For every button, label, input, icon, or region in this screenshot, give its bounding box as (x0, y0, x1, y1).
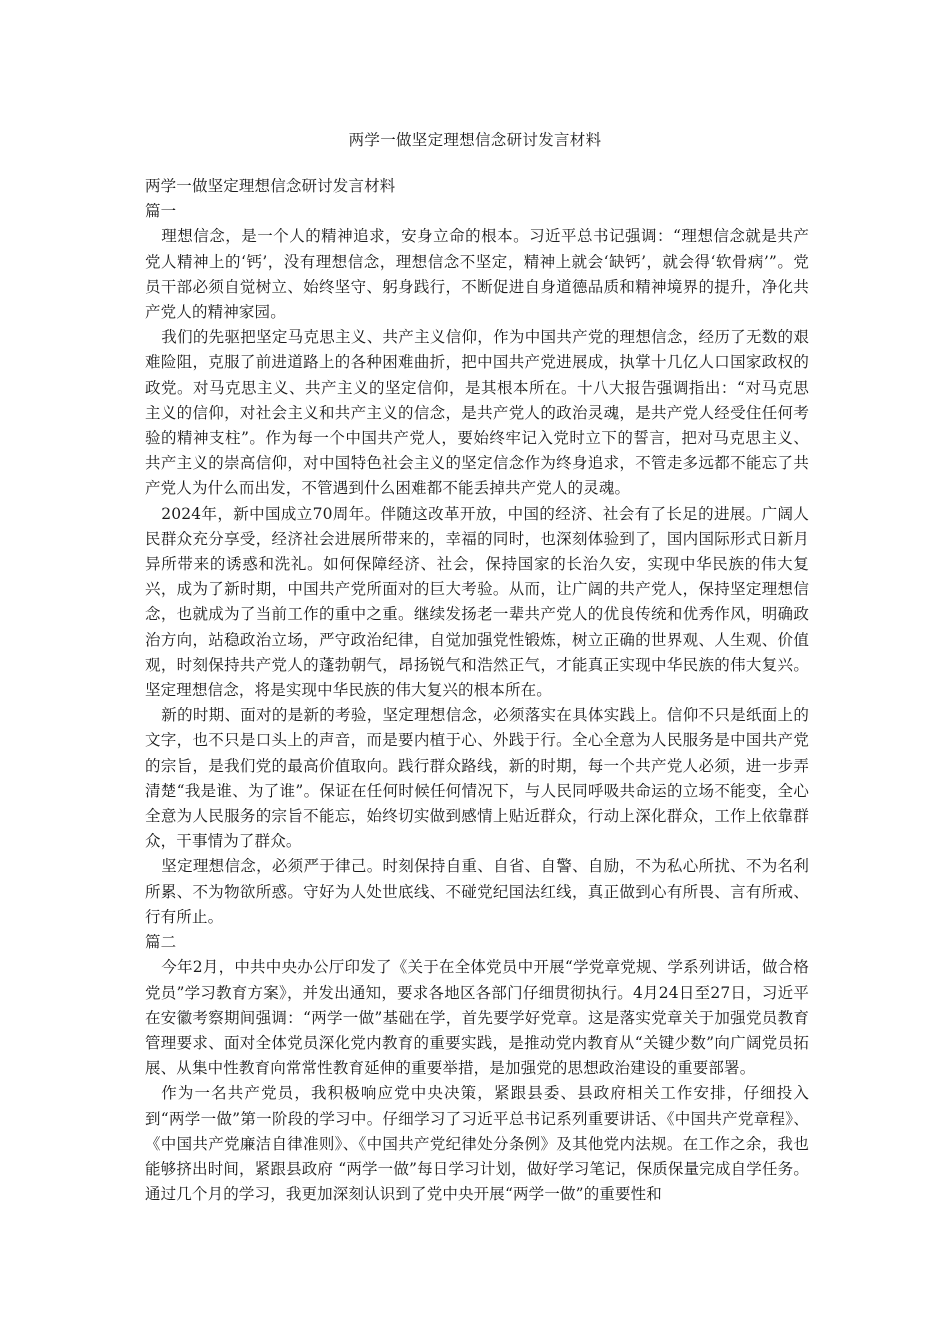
paragraph: 新的时期、面对的是新的考验，坚定理想信念，必须落实在具体实践上。信仰不只是纸面上的文字，也不只是口头上的声音，而是要内植于心、外践于行。全心全意为人民服务是中国共产党的宗旨，是我们党的最高价值取向。践行群众路线，新的时期，每一个共产党人必须，进一步弄清楚“我是谁、为了谁”。保证在任何时候任何情况下，与人民同呼吸共命运的立场不能变，全心全意为人民服务的宗旨不能忘，始终切实做到感情上贴近群众，行动上深化群众，工作上依靠群众，干事情为了群众。 (145, 706, 809, 851)
section-heading: 篇一 (145, 202, 177, 221)
paragraph: 2024年，新中国成立70周年。伴随这改革开放，中国的经济、社会有了长足的进展。广阔人民群众充分享受，经济社会进展所带来的，幸福的同时，也深刻体验到了，国内国际形式日新月异所带来的诱惑和洗礼。如何保障经济、社会，保持国家的长治久安，实现中华民族的伟大复兴，成为了新时期，中国共产党所面对的巨大考验。从而，让广阔的共产党人，保持坚定理想信念，也就成为了当前工作的重中之重。继续发扬老一辈共产党人的优良传统和优秀作风，明确政治方向，站稳政治立场，严守政治纪律，自觉加强党性锻炼，树立正确的世界观、人生观、价值观，时刻保持共产党人的蓬勃朝气，昂扬锐气和浩然正气，才能真正实现中华民族的伟大复兴。坚定理想信念，将是实现中华民族的伟大复兴的根本所在。 (145, 504, 809, 700)
paragraph: 今年2月，中共中央办公厅印发了《关于在全体党员中开展“学党章党规、学系列讲话，做合格党员”学习教育方案》，并发出通知，要求各地区各部门仔细贯彻执行。4月24日至27日，习近平在安徽考察期间强调：“两学一做”基础在学，首先要学好党章。这是落实党章关于加强党员教育管理要求、面对全体党员深化党内教育的重要实践，是推动党内教育从“关键少数”向广阔党员拓展、从集中性教育向常常性教育延伸的重要举措，是加强党的思想政治建设的重要部署。 (145, 958, 809, 1078)
paragraph: 坚定理想信念，必须严于律己。时刻保持自重、自省、自警、自励，不为私心所扰、不为名利所累、不为物欲所惑。守好为人处世底线、不碰党纪国法红线，真正做到心有所畏、言有所戒、行有所止。 (145, 857, 809, 926)
paragraph: 我们的先驱把坚定马克思主义、共产主义信仰，作为中国共产党的理想信念，经历了无数的艰难险阻，克服了前进道路上的各种困难曲折，把中国共产党进展成，执掌十几亿人口国家政权的政党。对马克思主义、共产主义的坚定信仰，是其根本所在。十八大报告强调指出：“对马克思主义的信仰，对社会主义和共产主义的信念，是共产党人的政治灵魂，是共产党人经受住任何考验的精神支柱”。作为每一个中国共产党人，要始终牢记入党时立下的誓言，把对马克思主义、共产主义的崇高信仰，对中国特色社会主义的坚定信念作为终身追求，不管走多远都不能忘了共产党人为什么而出发，不管遇到什么困难都不能丢掉共产党人的灵魂。 (145, 328, 809, 498)
section-heading: 篇二 (145, 933, 177, 952)
document-subtitle: 两学一做坚定理想信念研讨发言材料 (145, 177, 396, 195)
paragraph: 作为一名共产党员，我积极响应党中央决策，紧跟县委、县政府相关工作安排，仔细投入到“两学一做”第一阶段的学习中。仔细学习了习近平总书记系列重要讲话、《中国共产党章程》、《中国共产党廉洁自律准则》、《中国共产党纪律处分条例》及其他党内法规。在工作之余，我也能够挤出时间，紧跟县政府 “两学一做”每日学习计划，做好学习笔记，保质保量完成自学任务。通过几个月的学习，我更加深刻认识到了党中央开展“两学一做”的重要性和 (145, 1084, 809, 1204)
paragraph: 理想信念，是一个人的精神追求，安身立命的根本。习近平总书记强调：“理想信念就是共产党人精神上的‘钙’，没有理想信念，理想信念不坚定，精神上就会‘缺钙’，就会得‘软骨病’”。党员干部必须自觉树立、始终坚守、躬身践行，不断促进自身道德品质和精神境界的提升，净化共产党人的精神家园。 (145, 227, 809, 322)
document-body (145, 174, 809, 1207)
document-title: 两学一做坚定理想信念研讨发言材料 (348, 131, 602, 149)
